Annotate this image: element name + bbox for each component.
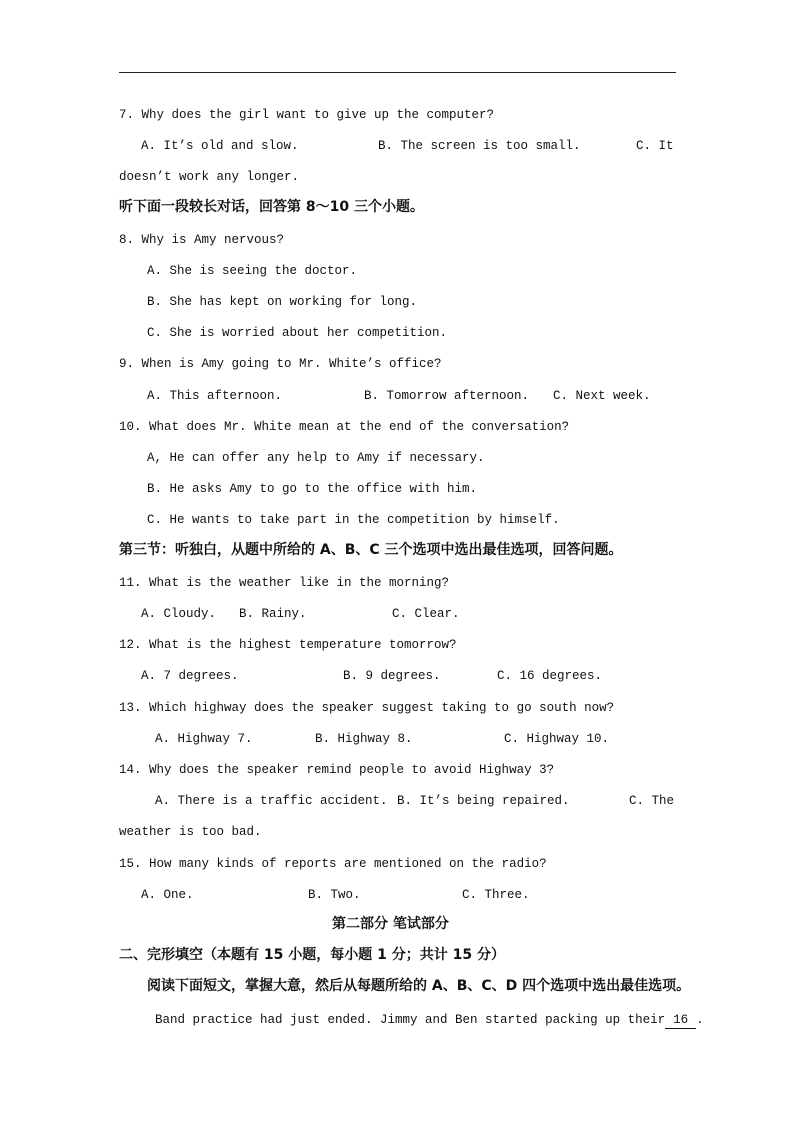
q13-option-c: C. Highway 10. <box>504 732 610 746</box>
q15-option-b: B. Two. <box>308 888 361 902</box>
q10-option-b: B. He asks Amy to go to the office with him. <box>147 482 478 496</box>
q9-option-a: A. This afternoon. <box>147 389 283 403</box>
q11-option-c: C. Clear. <box>392 607 460 621</box>
q12-option-a: A. 7 degrees. <box>141 669 239 683</box>
q7-option-a: A. It’s old and slow. <box>141 139 299 153</box>
question-13: 13. Which highway does the speaker suggest taking to go south now? <box>119 701 615 715</box>
q7-option-c: C. It <box>636 139 674 153</box>
q12-option-b: B. 9 degrees. <box>343 669 441 683</box>
q13-option-b: B. Highway 8. <box>315 732 413 746</box>
q13-option-a: A. Highway 7. <box>155 732 253 746</box>
section-heading-8-10: 听下面一段较长对话，回答第 8～10 三个小题。 <box>119 199 424 215</box>
q9-option-b: B. Tomorrow afternoon. <box>364 389 530 403</box>
passage-text: Band practice had just ended. Jimmy and Ben started packing up their <box>155 1013 666 1027</box>
section-3-heading: 第三节：听独白，从题中所给的 A、B、C 三个选项中选出最佳选项，回答问题。 <box>119 542 623 558</box>
q15-option-a: A. One. <box>141 888 194 902</box>
passage-end: . <box>696 1013 704 1027</box>
cloze-heading: 二、完形填空（本题有 15 小题，每小题 1 分；共计 15 分） <box>119 947 505 963</box>
cloze-instruction: 阅读下面短文，掌握大意，然后从每题所给的 A、B、C、D 四个选项中选出最佳选项。 <box>147 978 691 994</box>
question-11: 11. What is the weather like in the morning? <box>119 576 450 590</box>
q9-option-c: C. Next week. <box>553 389 651 403</box>
q15-option-c: C. Three. <box>462 888 530 902</box>
question-15: 15. How many kinds of reports are mentioned on the radio? <box>119 857 547 871</box>
q10-option-a: A, He can offer any help to Amy if necessary. <box>147 451 485 465</box>
q8-option-a: A. She is seeing the doctor. <box>147 264 358 278</box>
q8-option-b: B. She has kept on working for long. <box>147 295 418 309</box>
q11-option-b: B. Rainy. <box>239 607 307 621</box>
q8-option-c: C. She is worried about her competition. <box>147 326 448 340</box>
question-9: 9. When is Amy going to Mr. White’s office? <box>119 357 442 371</box>
question-10: 10. What does Mr. White mean at the end of the conversation? <box>119 420 570 434</box>
header-rule <box>119 72 676 73</box>
question-12: 12. What is the highest temperature tomorrow? <box>119 638 457 652</box>
q10-option-c: C. He wants to take part in the competition by himself. <box>147 513 560 527</box>
q14-option-a: A. There is a traffic accident. <box>155 794 388 808</box>
blank-16: 16 <box>665 1012 696 1029</box>
q7-option-b: B. The screen is too small. <box>378 139 581 153</box>
question-7: 7. Why does the girl want to give up the computer? <box>119 108 495 122</box>
question-8: 8. Why is Amy nervous? <box>119 233 285 247</box>
passage-line <box>155 1012 704 1029</box>
part-2-title: 第二部分 笔试部分 <box>332 916 449 932</box>
q14-option-c-continued: weather is too bad. <box>119 825 262 839</box>
q14-option-c: C. The <box>629 794 675 808</box>
q14-option-b: B. It’s being repaired. <box>397 794 570 808</box>
q11-option-a: A. Cloudy. <box>141 607 217 621</box>
q7-option-c-continued: doesn’t work any longer. <box>119 170 300 184</box>
q12-option-c: C. 16 degrees. <box>497 669 603 683</box>
question-14: 14. Why does the speaker remind people to avoid Highway 3? <box>119 763 555 777</box>
